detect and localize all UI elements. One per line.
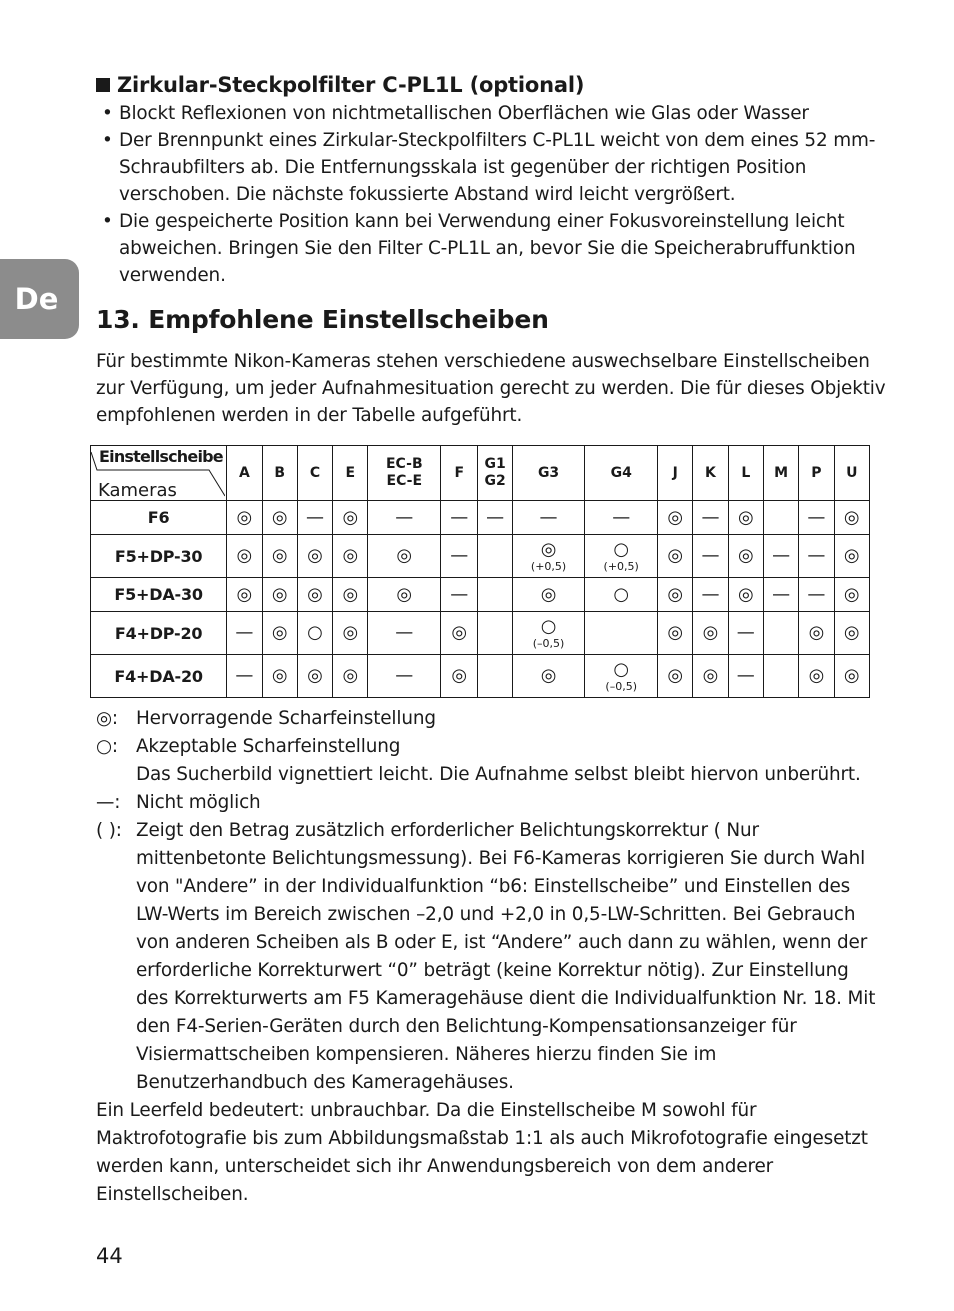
table-cell [227, 501, 262, 535]
table-cell [227, 655, 262, 698]
rating-symbol: — [701, 583, 720, 605]
rating-symbol: ◎ [702, 622, 719, 643]
rating-symbol: ◎ [737, 545, 754, 566]
table-cell [799, 612, 834, 655]
column-header-line: EC-E [386, 473, 423, 489]
table-cell [799, 535, 834, 578]
table-row [91, 535, 870, 578]
square-bullet-icon [96, 78, 110, 92]
rating-symbol: ◎ [667, 545, 684, 566]
camera-cell: F5+DA-30 [91, 578, 227, 612]
legend-key [96, 761, 136, 789]
filter-heading-text: Zirkular-Steckpolfilter C-PL1L (optional) [117, 73, 585, 97]
table-cell [227, 535, 262, 578]
rating-symbol: — [807, 506, 826, 528]
legend-key: ( ): [96, 820, 122, 841]
table-corner-cell [91, 446, 227, 501]
corner-label-screen: Einstellscheibe [99, 447, 223, 466]
rating-symbol: — [701, 506, 720, 528]
table-cell [585, 535, 658, 578]
rating-symbol: — [486, 506, 505, 528]
table-cell [333, 578, 368, 612]
rating-symbol: — [235, 665, 254, 686]
table-cell [693, 578, 728, 612]
rating-symbol: ◎ [271, 545, 288, 566]
table-cell [368, 578, 441, 612]
legend-key: —: [96, 792, 121, 813]
table-cell [333, 535, 368, 578]
rating-symbol: ○ [613, 583, 630, 605]
camera-cell: F6 [91, 501, 227, 535]
table-cell [693, 501, 728, 535]
legend-text: Nicht möglich [136, 792, 261, 813]
rating-symbol: ◎ [843, 583, 860, 605]
rating-symbol: — [235, 622, 254, 643]
table-cell [693, 535, 728, 578]
rating-symbol: — [736, 665, 755, 686]
rating-symbol: ◎ [540, 583, 557, 605]
rating-symbol: — [395, 622, 414, 643]
column-header: G3 [512, 446, 585, 501]
closing-paragraph: Ein Leerfeld bedeutert: unbrauchbar. Da die Einstellscheibe M sowohl für Maktrofotografie bis zum Abbildungsmaßstab 1:1 als auch Mikrofotografie eingesetzt werden kann, unterscheidet sich ihr Anwendungsbereich von dem anderer Einstellscheiben. [96, 1100, 868, 1205]
rating-symbol: ◎ [540, 665, 557, 686]
column-header: J [658, 446, 693, 501]
page-content [96, 70, 886, 1209]
rating-symbol: ◎ [396, 545, 413, 566]
table-cell [297, 578, 332, 612]
table-row [91, 655, 870, 698]
rating-symbol: ◎ [451, 622, 468, 643]
table-cell [478, 612, 512, 655]
language-tab: De [0, 259, 79, 339]
table-cell [834, 535, 869, 578]
table-cell [658, 578, 693, 612]
rating-symbol: ◎ [540, 538, 557, 560]
legend-text: Zeigt den Betrag zusätzlich erforderlicher Belichtungskorrektur ( Nur mittenbetonte Belichtungsmessung). Bei F6-Kameras korrigieren Sie durch Wahl von "Andere” in der Individualfunktion “b6: Einstellscheibe” und Einstellen des LW-Werts im Bereich zwischen –2,0 und +2,0 in 0,5-LW-Schritten. Bei Gebrauch von anderen Scheiben als B oder E, ist “Andere” auch dann zu wählen, wenn der erforderliche Korrekturwert “0” beträgt (keine Korrektur nötig). Zur Einstellung des Korrekturwerts am F5 Kameragehäuse dient die Individualfunktion Nr. 18. Mit den F4-Serien-Geräten durch den Belichtung-Kompensationsanzeiger für Visiermattscheiben kompensieren. Näheres hierzu finden Sie im Benutzerhandbuch des Kameragehäuses. [136, 820, 876, 1093]
rating-symbol: — [450, 506, 469, 528]
rating-symbol: ◎ [236, 506, 253, 528]
camera-cell: F5+DP-30 [91, 535, 227, 578]
column-header-line: EC-B [385, 456, 423, 472]
table-cell [262, 655, 297, 698]
filter-heading [96, 70, 886, 100]
column-header: M [763, 446, 798, 501]
table-cell [585, 612, 658, 655]
focusing-screen-table [90, 445, 870, 698]
table-cell [763, 535, 798, 578]
table-cell [693, 612, 728, 655]
rating-symbol: ◎ [342, 622, 359, 643]
column-header: E [333, 446, 368, 501]
table-cell [728, 612, 763, 655]
table-cell [262, 501, 297, 535]
table-row [91, 501, 870, 535]
rating-symbol: ◎ [737, 506, 754, 528]
rating-symbol: ◎ [271, 583, 288, 605]
column-header-line: G2 [484, 473, 506, 489]
rating-symbol: — [701, 545, 720, 566]
table-cell [799, 501, 834, 535]
rating-symbol: — [450, 583, 469, 605]
table-cell [799, 578, 834, 612]
table-cell [728, 535, 763, 578]
table-cell [368, 535, 441, 578]
corner-label-cameras: Kameras [98, 480, 177, 501]
table-cell [478, 578, 512, 612]
section-title: 13. Empfohlene Einstellscheiben [96, 305, 549, 334]
table-cell [262, 578, 297, 612]
rating-symbol: — [772, 545, 791, 566]
legend-text: Akzeptable Scharfeinstellung [136, 736, 401, 757]
rating-symbol: ◎ [808, 622, 825, 643]
legend [96, 705, 886, 1097]
table-cell [658, 655, 693, 698]
table-cell [512, 655, 585, 698]
table-cell [728, 501, 763, 535]
table-cell [297, 655, 332, 698]
rating-symbol: ◎ [271, 622, 288, 643]
rating-symbol: ◎ [843, 665, 860, 686]
table-cell [658, 535, 693, 578]
rating-symbol: ◎ [236, 545, 253, 566]
rating-symbol: ◎ [667, 622, 684, 643]
rating-symbol: ◎ [843, 545, 860, 566]
rating-symbol: ◎ [843, 622, 860, 643]
table-cell [441, 655, 478, 698]
rating-symbol: ◎ [271, 506, 288, 528]
rating-symbol: ◎ [667, 665, 684, 686]
rating-symbol: — [539, 506, 558, 528]
table-row [91, 612, 870, 655]
table-cell [441, 501, 478, 535]
table-cell [478, 655, 512, 698]
rating-symbol: — [772, 583, 791, 605]
table-cell [333, 655, 368, 698]
table-cell [227, 578, 262, 612]
table-cell [763, 655, 798, 698]
rating-symbol: ◎ [342, 545, 359, 566]
rating-symbol: — [736, 622, 755, 643]
rating-symbol: — [450, 545, 469, 566]
rating-symbol: ○ [613, 658, 630, 680]
table-cell [728, 655, 763, 698]
table-cell [585, 655, 658, 698]
table-cell [585, 501, 658, 535]
filter-bullet-list [96, 100, 886, 289]
table-cell [512, 612, 585, 655]
legend-row [96, 705, 886, 733]
camera-cell: F4+DA-20 [91, 655, 227, 698]
camera-cell: F4+DP-20 [91, 612, 227, 655]
rating-symbol: — [306, 506, 324, 528]
table-header-row [91, 446, 870, 501]
column-header: A [227, 446, 262, 501]
column-header: F [441, 446, 478, 501]
rating-symbol: ◎ [451, 665, 468, 686]
rating-symbol: ◎ [808, 665, 825, 686]
rating-symbol: ○ [307, 622, 323, 643]
column-header: U [834, 446, 869, 501]
table-cell [512, 535, 585, 578]
table-cell [728, 578, 763, 612]
table-cell [441, 612, 478, 655]
table-cell [368, 655, 441, 698]
table-cell [478, 535, 512, 578]
exposure-correction-note: (+0,5) [530, 559, 567, 573]
exposure-correction-note: (–0,5) [532, 636, 565, 650]
table-cell [262, 612, 297, 655]
table-cell [763, 612, 798, 655]
filter-bullet: • Blockt Reflexionen von nichtmetallischen Oberflächen wie Glas oder Wasser [96, 100, 886, 127]
legend-row [96, 789, 886, 817]
rating-symbol: — [807, 545, 826, 566]
rating-symbol: ◎ [667, 506, 684, 528]
rating-symbol: ◎ [396, 583, 413, 605]
rating-symbol: ○ [540, 615, 557, 637]
table-cell [834, 655, 869, 698]
rating-symbol: ◎ [702, 665, 719, 686]
rating-symbol: ◎ [307, 583, 323, 605]
table-cell [297, 535, 332, 578]
column-header [478, 446, 512, 501]
rating-symbol: ◎ [236, 583, 253, 605]
legend-row [96, 733, 886, 761]
legend-key: ◎: [96, 708, 118, 729]
table-cell [441, 578, 478, 612]
column-header: L [728, 446, 763, 501]
column-header: K [693, 446, 728, 501]
table-cell [368, 501, 441, 535]
column-header [368, 446, 441, 501]
rating-symbol: — [395, 665, 414, 686]
table-cell [333, 501, 368, 535]
table-cell [834, 501, 869, 535]
rating-symbol: ◎ [307, 545, 323, 566]
rating-symbol: ◎ [342, 583, 359, 605]
column-header: G4 [585, 446, 658, 501]
exposure-correction-note: (+0,5) [603, 559, 639, 573]
legend-row [96, 817, 886, 1097]
table-cell [763, 501, 798, 535]
column-header: B [262, 446, 297, 501]
rating-symbol: ○ [613, 538, 630, 560]
table-cell [585, 578, 658, 612]
table-cell [227, 612, 262, 655]
filter-bullet: • Die gespeicherte Position kann bei Verwendung einer Fokusvoreinstellung leicht abweichen. Bringen Sie den Filter C-PL1L an, bevor Sie die Speicherabruffunktion verwenden. [96, 208, 886, 289]
column-header-line: G1 [484, 456, 506, 472]
legend-key: ○: [96, 736, 118, 757]
table-cell [512, 578, 585, 612]
table-cell [368, 612, 441, 655]
table-cell [333, 612, 368, 655]
table-cell [799, 655, 834, 698]
filter-bullet: • Der Brennpunkt eines Zirkular-Steckpolfilters C-PL1L weicht von dem eines 52 mm-Schraubfilters ab. Die Entfernungsskala ist gegenüber der richtigen Position verschoben. Die nächste fokussierte Abstand wird leicht vergrößert. [96, 127, 886, 208]
table-cell [693, 655, 728, 698]
table-cell [441, 535, 478, 578]
rating-symbol: ◎ [307, 665, 323, 686]
legend-text: Das Sucherbild vignettiert leicht. Die Aufnahme selbst bleibt hiervon unberührt. [136, 764, 861, 785]
table-row [91, 578, 870, 612]
table-cell [658, 501, 693, 535]
rating-symbol: ◎ [737, 583, 754, 605]
table-cell [297, 501, 332, 535]
table-cell [262, 535, 297, 578]
page-number: 44 [96, 1244, 123, 1268]
rating-symbol: ◎ [843, 506, 860, 528]
rating-symbol: — [395, 506, 414, 528]
table-cell [297, 612, 332, 655]
table-body [91, 501, 870, 698]
column-header: C [297, 446, 332, 501]
rating-symbol: ◎ [342, 665, 359, 686]
table-cell [834, 578, 869, 612]
table-cell [834, 612, 869, 655]
legend-text: Hervorragende Scharfeinstellung [136, 708, 436, 729]
rating-symbol: ◎ [667, 583, 684, 605]
table-cell [478, 501, 512, 535]
table-cell [658, 612, 693, 655]
rating-symbol: — [612, 506, 631, 528]
column-header: P [799, 446, 834, 501]
exposure-correction-note: (–0,5) [605, 679, 637, 693]
table-cell [763, 578, 798, 612]
section-intro: Für bestimmte Nikon-Kameras stehen verschiedene auswechselbare Einstellscheiben zur Verfügung, um jeder Aufnahmesituation gerecht zu werden. Die für dieses Objektiv empfohlenen werden in der Tabelle aufgeführt. [96, 351, 886, 426]
rating-symbol: ◎ [271, 665, 288, 686]
legend-row [96, 761, 886, 789]
rating-symbol: — [807, 583, 826, 605]
rating-symbol: ◎ [342, 506, 359, 528]
table-cell [512, 501, 585, 535]
